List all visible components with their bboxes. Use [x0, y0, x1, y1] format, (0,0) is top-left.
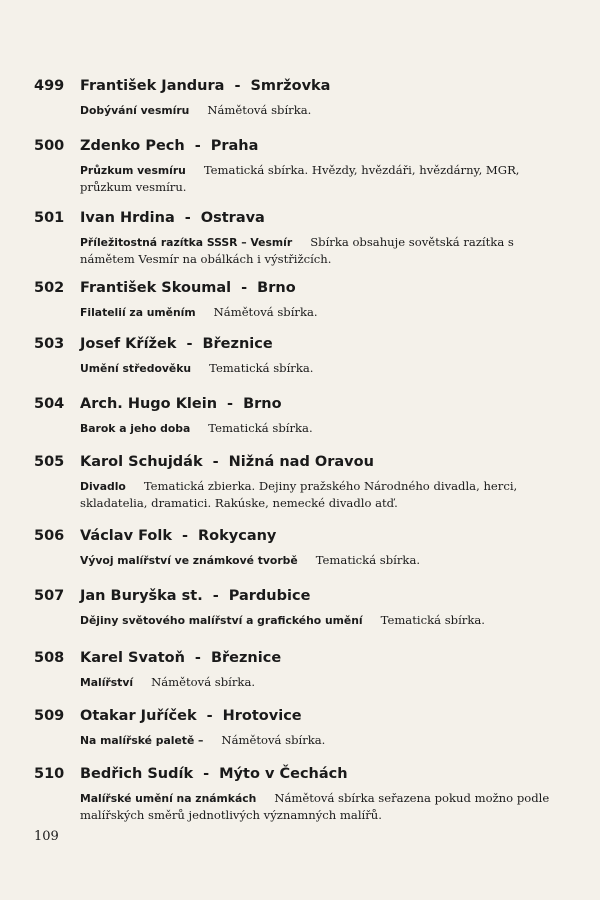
exhibitor-name: Arch. Hugo Klein	[80, 396, 218, 412]
entry-510	[34, 766, 554, 823]
exhibit-description: Námětová sbírka.	[221, 733, 326, 747]
exhibitor-city: Březnice	[210, 650, 282, 666]
exhibit-title: Dobývání vesmíru	[80, 104, 190, 117]
entry-number: 502	[34, 280, 65, 296]
entry-503	[34, 336, 554, 377]
exhibitor-name: Jan Buryška st.	[80, 588, 203, 604]
exhibitor-city: Nižná nad Oravou	[228, 454, 374, 470]
entry-number: 510	[34, 766, 65, 782]
exhibit-title: Malířské umění na známkách	[80, 792, 257, 805]
separator: -	[194, 138, 201, 154]
entry-number: 509	[34, 708, 65, 724]
exhibit-title: Filatelií za uměním	[80, 306, 196, 319]
exhibitor-name: Karel Svatoň	[80, 650, 185, 666]
exhibit-description: Tematická sbírka.	[380, 613, 485, 627]
exhibitor-city: Rokycany	[198, 528, 277, 544]
exhibitor-name: Josef Křížek	[80, 336, 177, 352]
separator: -	[212, 454, 219, 470]
exhibitor-name: Ivan Hrdina	[80, 210, 175, 226]
entry-499	[34, 78, 554, 119]
entry-501	[34, 210, 554, 267]
exhibit-description: Námětová sbírka.	[151, 675, 256, 689]
exhibit-description: Námětová sbírka seřazena pokud možno podle malířských směrů jednotlivých významných malířů.	[80, 791, 550, 822]
exhibit-description: Tematická sbírka.	[209, 361, 314, 375]
exhibit-title: Divadlo	[80, 480, 126, 493]
exhibit-description: Námětová sbírka.	[207, 103, 312, 117]
exhibit-title: Průzkum vesmíru	[80, 164, 186, 177]
exhibit-description: Tematická zbierka. Dejiny pražského Národného divadla, herci, skladatelia, dramatici. Rakúske, nemecké divadlo atď.	[80, 479, 518, 510]
exhibitor-city: Březnice	[202, 336, 273, 352]
entry-506	[34, 528, 554, 569]
exhibit-description: Sbírka obsahuje sovětská razítka s námětem Vesmír na obálkách i výstřižcích.	[80, 235, 514, 266]
entry-504	[34, 396, 554, 437]
exhibitor-city: Brno	[243, 396, 282, 412]
exhibit-title: Malířství	[80, 676, 134, 689]
exhibitor-city: Smržovka	[250, 78, 331, 94]
entry-number: 500	[34, 138, 65, 154]
entry-505	[34, 454, 554, 511]
separator: -	[194, 650, 201, 666]
separator: -	[184, 210, 191, 226]
exhibit-description: Tematická sbírka.	[315, 553, 421, 567]
exhibit-title: Umění středověku	[80, 362, 192, 375]
exhibitor-name: František Skoumal	[80, 280, 232, 296]
entry-number: 506	[34, 528, 65, 544]
exhibitor-name: Karol Schujdák	[80, 454, 203, 470]
entry-507	[34, 588, 554, 629]
separator: -	[206, 708, 213, 724]
exhibitor-city: Brno	[257, 280, 296, 296]
exhibitor-city: Hrotovice	[222, 708, 302, 724]
separator: -	[186, 336, 193, 352]
exhibitor-city: Praha	[210, 138, 259, 154]
entry-number: 504	[34, 396, 65, 412]
exhibitor-name: Otakar Juříček	[80, 708, 197, 724]
separator: -	[227, 396, 234, 412]
exhibitor-name: Bedřich Sudík	[80, 766, 194, 782]
entry-number: 499	[34, 78, 65, 94]
entry-number: 507	[34, 588, 65, 604]
exhibit-title: Dějiny světového malířství a grafického umění	[80, 614, 363, 627]
exhibit-description: Tematická sbírka.	[208, 421, 313, 435]
exhibitor-city: Mýto v Čechách	[219, 766, 348, 782]
exhibit-description: Tematická sbírka. Hvězdy, hvězdáři, hvězdárny, MGR, průzkum vesmíru.	[80, 163, 520, 194]
separator: -	[212, 588, 219, 604]
exhibitor-city: Ostrava	[200, 210, 265, 226]
entry-508	[34, 650, 554, 691]
entry-502	[34, 280, 554, 321]
page-number: 109	[34, 829, 59, 844]
exhibit-title: Vývoj malířství ve známkové tvorbě	[80, 554, 298, 567]
entry-509	[34, 708, 554, 749]
entry-number: 501	[34, 210, 65, 226]
separator: -	[241, 280, 248, 296]
separator: -	[181, 528, 188, 544]
entry-500	[34, 138, 554, 195]
exhibit-title: Na malířské paletě –	[80, 734, 204, 747]
exhibitor-city: Pardubice	[228, 588, 311, 604]
exhibitor-name: Václav Folk	[80, 528, 172, 544]
entry-number: 508	[34, 650, 65, 666]
entry-number: 503	[34, 336, 65, 352]
separator: -	[203, 766, 210, 782]
exhibit-title: Barok a jeho doba	[80, 422, 191, 435]
exhibitor-name: Zdenko Pech	[80, 138, 185, 154]
exhibit-title: Příležitostná razítka SSSR – Vesmír	[80, 236, 293, 249]
entry-number: 505	[34, 454, 65, 470]
separator: -	[234, 78, 241, 94]
exhibit-description: Námětová sbírka.	[213, 305, 318, 319]
exhibitor-name: František Jandura	[80, 78, 225, 94]
